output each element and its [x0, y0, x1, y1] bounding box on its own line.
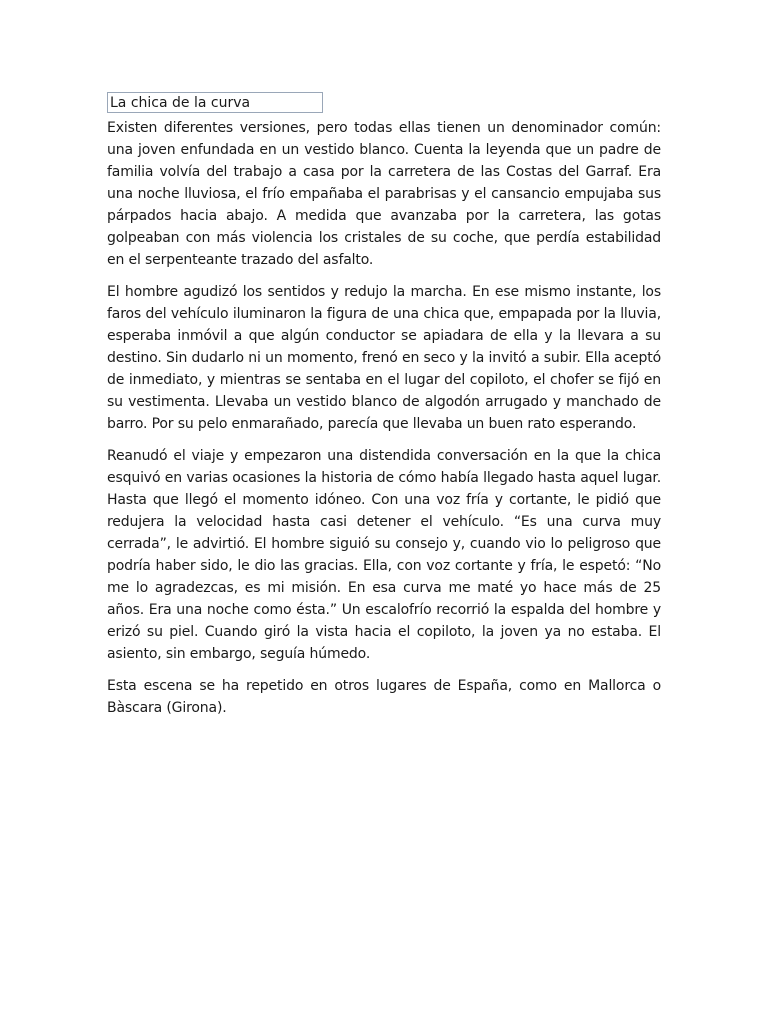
paragraph-3: Reanudó el viaje y empezaron una distendida conversación en la que la chica esquivó en varias ocasiones la historia de cómo había llegado hasta aquel lugar. Hasta que llegó el momento idóneo. Con una voz fría y cortante, le pidió que redujera la velocidad hasta casi detener el vehículo. “Es una curva muy cerrada”, le advirtió. El hombre siguió su consejo y, cuando vio lo peligroso que podría haber sido, le dio las gracias. Ella, con voz cortante y fría, le espetó: “No me lo agradezcas, es mi misión. En esa curva me maté yo hace más de 25 años. Era una noche como ésta.” Un escalofrío recorrió la espalda del hombre y erizó su piel. Cuando giró la vista hacia el copiloto, la joven ya no estaba. El asiento, sin embargo, seguía húmedo.: [107, 448, 661, 662]
document-page: [107, 92, 661, 719]
paragraph-1: Existen diferentes versiones, pero todas ellas tienen un denominador común: una joven enfundada en un vestido blanco. Cuenta la leyenda que un padre de familia volvía del trabajo a casa por la carretera de las Costas del Garraf. Era una noche lluviosa, el frío empañaba el parabrisas y el cansancio empujaba sus párpados hacia abajo. A medida que avanzaba por la carretera, las gotas golpeaban con más violencia los cristales de su coche, que perdía estabilidad en el serpenteante trazado del asfalto.: [107, 120, 661, 268]
paragraph-4: Esta escena se ha repetido en otros lugares de España, como en Mallorca o Bàscara (Girona).: [107, 678, 661, 716]
document-title[interactable]: La chica de la curva: [107, 92, 323, 113]
paragraph-2: El hombre agudizó los sentidos y redujo la marcha. En ese mismo instante, los faros del vehículo iluminaron la figura de una chica que, empapada por la lluvia, esperaba inmóvil a que algún conductor se apiadara de ella y la llevara a su destino. Sin dudarlo ni un momento, frenó en seco y la invitó a subir. Ella aceptó de inmediato, y mientras se sentaba en el lugar del copiloto, el chofer se fijó en su vestimenta. Llevaba un vestido blanco de algodón arrugado y manchado de barro. Por su pelo enmarañado, parecía que llevaba un buen rato esperando.: [107, 284, 661, 432]
